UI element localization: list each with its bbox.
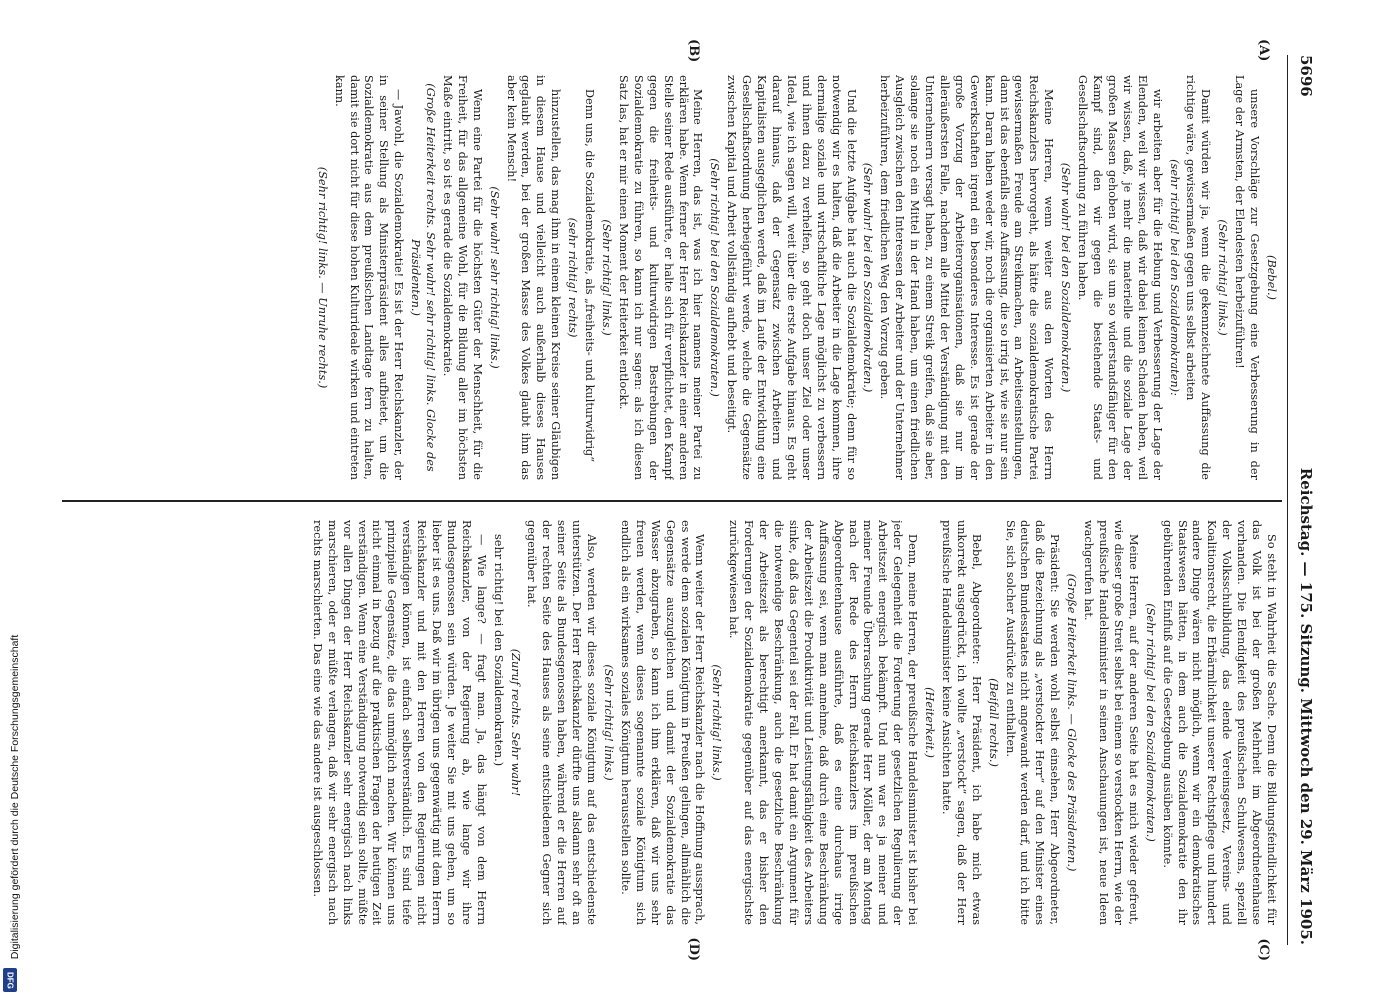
page-number: 5696 [1296,55,1315,97]
column-divider [62,500,1282,502]
paragraph: — Jawohl, die Sozialdemokratie! Es ist der Herr Reichskanzler, der in seiner Stellung als Ministerpräsident alles aufbietet, um die Sozialdemokratie aus dem preußischen Landtage fern zu halten, damit sie dort nicht für diese hohen Kulturideale wirken und eintreten kann. [332,75,405,480]
margin-marker-a: (A) [1255,39,1271,62]
paragraph: Also, werden wir dieses soziale Königtum auf das entschiedenste unterstützen. Der Herr Reichskanzler dürfte uns alsdann sehr oft an seiner Seite als Bundesgenossen haben, während er die Herren auf der rechten Seite des Hauses als seine entschiedenen Gegner sich gegenüber hat. [525,520,598,925]
left-column [62,75,1278,480]
paragraph: (Sehr wahr! sehr richtig! links.) [487,186,501,369]
paragraph: Meine Herren, wenn weiter aus den Worten des Herrn Reichskanzlers hervorgeht, als hätte die sozialdemokratische Partei gewissermaßen Freude am Streikmachen, an Arbeitseinstellungen, dann ist das ebenfalls eine Auffassung, die so irrig ist, wie sie nur sein kann. Daran haben weder wir, noch die organisierten Arbeiter in den Gewerkschaften irgend ein besonderes Interesse. Es ist gerade der große Vorzug der Arbeiterorganisationen, daß sie nur im alleräußersten Falle, nachdem alle Mittel der Verständigung mit den Unternehmern versagt haben, zu einem Streik greifen, daß sie aber, solange sie noch ein Mittel in der Hand haben, um einen friedlichen Ausgleich zwischen den Interessen der Arbeiter und der Unternehmer herbeizuführen, dem friedlichen Weg den Vorzug geben. [877,75,1055,480]
credit-text: Digitalisierung gefördert durch die Deutsche Forschungsgemeinschaft [9,634,21,960]
margin-marker-d: (D) [685,937,701,961]
paragraph: (Zuruf rechts. Sehr wahr! [508,648,522,797]
dfg-logo: DFG [3,968,17,992]
paragraph: (Sehr richtig! links.) [1215,219,1229,336]
paragraph: (Sehr wahr! bei den Sozialdemokraten.) [860,162,874,393]
paragraph: — Wie lange? — fragt man. Ja, das hängt von dem Herrn Reichskanzler, von der Regierung ab, wie lange wir ihre Bundesgenossen sein würden. Je weiter Sie mit uns gehen, um so lieber ist es uns. Daß wir im übrigen uns gegenwärtig mit dem Herrn Reichskanzler und mit den Herren von den Regierungen nicht verständigen können, ist einfach selbstverständlich. Es sind tiefe prinzipielle Gegensätze, die das unmöglich machen. Wir können uns nicht einmal in bezug auf die praktischen Fragen der heutigen Zeit verständigen. Wenn eine Verständigung notwendig sein sollte, müßte vor allen Dingen der Herr Reichskanzler sehr energisch nach links marschieren, oder er müßte verlangen, daß wir sehr energisch nach rechts marschierten. Das eine wie das andere ist ausgeschlossen. [310,520,488,925]
margin-marker-c: (C) [1255,938,1271,961]
paragraph: (Große Heiterkeit links. — Glocke des Präsidenten.) [1064,573,1078,872]
paragraph: sehr richtig! bei den Sozialdemokraten.) [491,534,505,767]
scanned-page [62,35,1322,965]
paragraph: (sehr richtig! bei den Sozialdemokraten): [1167,159,1181,396]
paragraph: (Sehr richtig! links.) [601,664,615,781]
digitization-credit [4,598,26,998]
paragraph: Wenn eine Partei für die höchsten Güter der Menschheit, für die Freiheit, für das allgemeine Wohl, für die Bildung aller im höchsten Maße eintritt, so ist es gerade die Sozialdemokratie. [440,75,484,480]
paragraph: unsere Vorschläge zur Gesetzgebung eine Verbesserung in der Lage der Armsten, der Elendesten herbeizuführen! [1232,75,1261,480]
paragraph: (Sehr wahr! bei den Sozialdemokraten.) [1058,162,1072,393]
paragraph: Präsident: Sie werden wohl selbst einsehen, Herr Abgeordneter, daß die Bezeichnung als „verstockter Herr“ auf den Minister eines deutschen Bundesstaates nicht angewandt werden darf, und ich bitte Sie, sich solcher Ausdrücke zu enthalten. [1003,520,1061,925]
paragraph: Denn uns, die Sozialdemokratie, als „freiheits- und kulturwidrig“ [582,89,596,463]
paragraph: So steht in Wahrheit die Sache. Denn die Bildungsfeindlichkeit für das Volk ist bei der großen Mehrheit im Abgeordnetenhause vorhanden. Die Elendigkeit des preußischen Schulwesens, speziell der Volksschulbildung, das elende Vereinsgesetz, Vereins- und Koalitionsrecht, die Erbärmlichkeit unserer Rechtspflege und hundert andere Dinge wären nicht möglich, wenn wir ein demokratisches Staatswesen hätten, in dem auch die Sozialdemokratie den ihr gebührenden Einfluß auf die Gesetzgebung ausüben könnte. [1160,520,1278,925]
paragraph: Und die letzte Aufgabe hat auch die Sozialdemokratie; denn für so notwendig wir es halten, daß die Arbeiter in die Lage kommen, ihre dermalige soziale und wirtschaftliche Lage möglichst zu verbessern und ihnen dazu zu verhelfen, so geht doch unser Ziel oder unser Ideal, wie ich sagen will, weit über die erste Aufgabe hinaus. Es geht darauf hinaus, daß der Gegensatz zwischen Arbeitern und Kapitalisten ausgeglichen werde, daß im Laufe der Entwicklung eine Gesellschaftsordnung herbeigeführt werde, welche die Gegensätze zwischen Kapital und Arbeit vollständig aufhebt und beseitigt. [724,75,858,480]
margin-marker-b: (B) [685,39,701,63]
paragraph: (Bebel.) [1264,255,1278,300]
paragraph: Damit würden wir ja, wenn die gekennzeichnete Auffassung die richtige wäre, gewissermaßen gegen uns selbst arbeiten [1183,75,1212,480]
paragraph: (Sehr richtig! bei den Sozialdemokraten.) [707,158,721,397]
paragraph: Bebel, Abgeordneter: Herr Präsident, ich habe mich etwas unkorrekt ausgedrückt, ich wollte „verstockt“ sagen, daß der Herr preußische Handelsminister keine Ansichten hatte. [939,520,983,925]
page-header [1287,55,1322,945]
paragraph: (Beifall rechts.) [986,678,1000,767]
paragraph: wir arbeiten aber für die Hebung und Verbesserung der Lage der Elenden, weil wir wissen, daß wir dabei keinen Schaden haben, weil wir wissen, daß, je mehr die materielle und die soziale Lage der großen Massen gehoben wird, sie um so widerstandsfähiger für den Kampf sind, den wir gegen die bestehende Staats- und Gesellschaftsordnung zu führen haben. [1075,75,1164,480]
paragraph: (Heiterkeit.) [922,687,936,758]
paragraph: (Sehr richtig! bei den Sozialdemokraten.) [1143,603,1157,842]
paragraph: (Sehr richtig! links. — Unruhe rechts.) [315,166,329,389]
paragraph: Denn, meine Herren, der preußische Handelsminister ist bisher bei jeder Gelegenheit die Forderung der gesetzlichen Regulierung der Arbeitszeit energisch bekämpft. Und nun war es ja meiner und meiner Freunde Überraschung gerade Herr Möller, der am Montag nach der Rede des Herrn Reichskanzlers im preußischen Abgeordnetenhause ausführte, daß es eine durchaus irrige Auffassung sei, wenn man annehme, daß durch eine Beschränkung der Arbeitszeit die Produktivität und Leistungsfähigkeit des Arbeiters sinke, daß das Gegenteil sei der Fall. Er hat damit ein Argument für die notwendige Beschränkung, auch die gesetzliche Beschränkung der Arbeitszeit als berechtigt anerkannt, das er bisher den Forderungen der Sozialdemokratie gegenüber auf das energischste zurückgewiesen hat. [726,520,919,925]
paragraph: (sehr richtig! rechts) [565,217,579,338]
paragraph: Meine Herren, auf der anderen Seite hat es mich wieder gefreut, wie dieser große Streit selbst bei einem so verstockten Herrn, wie der preußische Handelsminister in seinen Anschauungen ist, neue Ideen wachgerufen hat. [1081,520,1140,925]
paragraph: (Sehr richtig! links.) [599,219,613,336]
right-column [62,520,1278,925]
paragraph: Meine Herren, das ist, was ich hier namens meiner Partei zu erklären habe. Wenn ferner der Herr Reichskanzler in einer anderen Stelle seiner Rede ausführte, er halte sich für verpflichtet, den Kampf gegen die freiheits- und kulturwidrigen Bestrebungen der Sozialdemokratie zu führen, so kann ich nur sagen: als ich diesen Satz las, hat er mir einen Moment der Heiterkeit entlockt. [616,75,704,480]
paragraph: hinzustellen, das mag ihm in einem kleinen Kreise seiner Gläubigen in diesem Hause und vielleicht auch außerhalb dieses Hauses geglaubt werden, bei der großen Masse des Volkes glaubt ihm das aber kein Mensch! [504,75,562,480]
paragraph: Wenn weiter der Herr Reichskanzler nach die Hoffnung aussprach, es werde dem sozialen Königtum in Preußen gelingen, allmählich die Gegensätze auszugleichen und damit der Sozialdemokratie das Wasser abzugraben, so kann ich ihm erklären, daß wir uns sehr freuen werden, wenn dieses sogenannte soziale Königtum sich endlich als ein wirksames soziales Königtum herausstellen sollte. [618,520,706,925]
running-title: Reichstag. — 175. Sitzung. Mittwoch den 29. März 1905. [1296,467,1315,945]
paragraph: (Große Heiterkeit rechts. Sehr wahr! sehr richtig! links. Glocke des Präsidenten.) [408,83,437,472]
paragraph: (Sehr richtig! links.) [709,664,723,781]
